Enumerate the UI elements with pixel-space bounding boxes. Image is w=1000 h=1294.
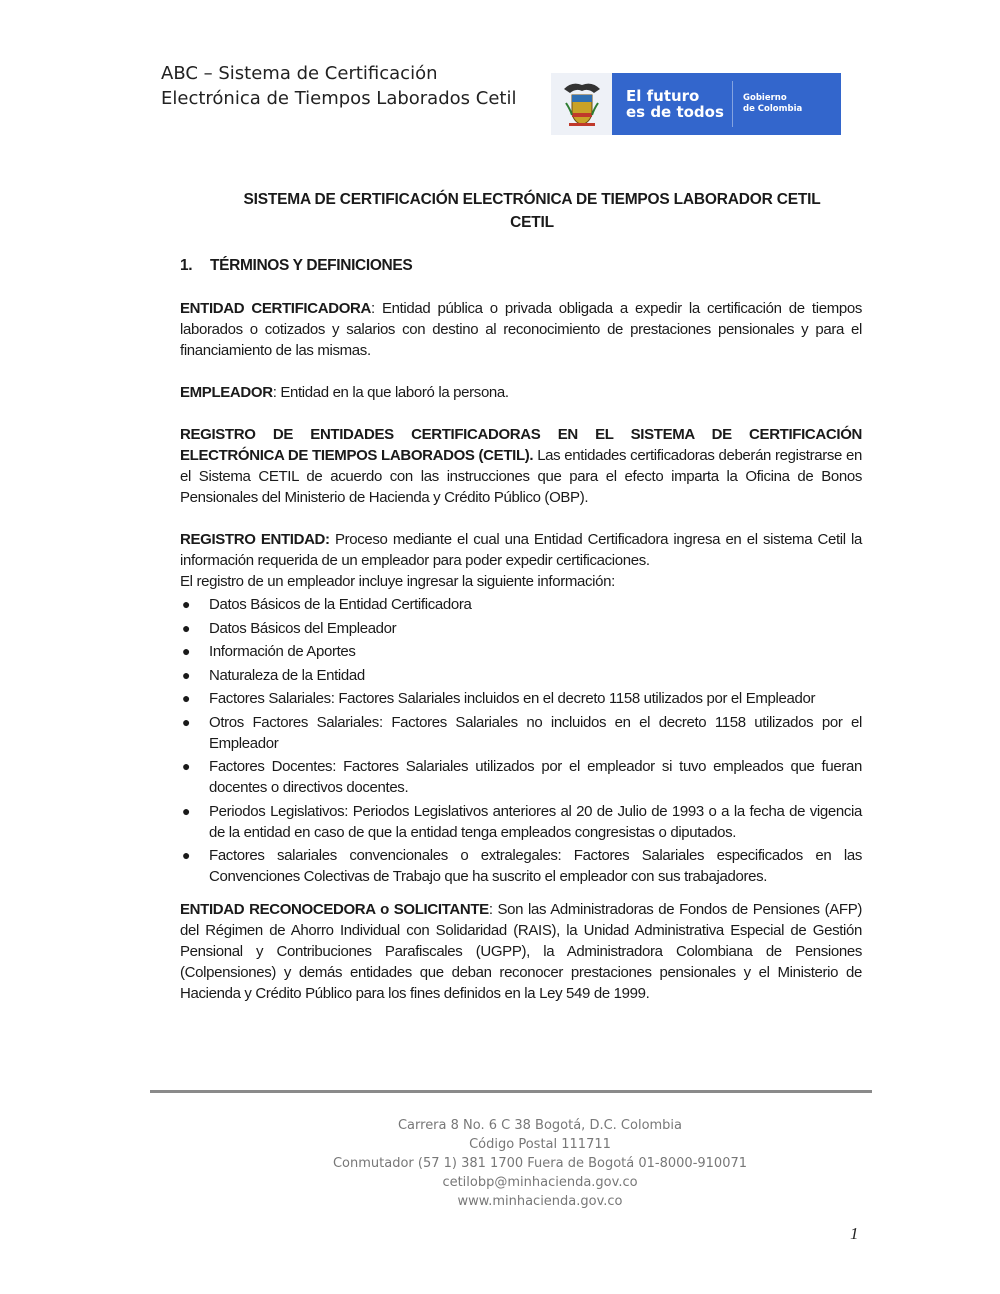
list-item xyxy=(180,641,862,662)
section-number: 1. xyxy=(180,257,193,274)
definition-text: : Entidad en la que laboró la persona. xyxy=(272,384,509,401)
definition-entidad-reconocedora xyxy=(180,899,862,1004)
registro-bullet-list xyxy=(180,594,862,887)
term: ENTIDAD CERTIFICADORA xyxy=(180,300,371,317)
definition-text: Las entidades certificadoras deberán registrarse en el Sistema CETIL de acuerdo con las instrucciones que para el efecto imparta la Oficina de Bonos Pensionales del Ministerio de Hacienda y Crédito Público (OBP). xyxy=(180,447,862,506)
list-item-text: Otros Factores Salariales: Factores Salariales no incluidos en el decreto 1158 utilizados por el Empleador xyxy=(209,713,862,752)
list-item xyxy=(180,756,862,798)
document-title-line2: CETIL xyxy=(510,214,554,231)
footer-website: www.minhacienda.gov.co xyxy=(457,1194,623,1209)
list-item-text: Factores Docentes: Factores Salariales utilizados por el empleador si tuvo empleados que fueran docentes o directivos docentes. xyxy=(209,758,862,796)
header-title xyxy=(161,61,541,111)
section-heading xyxy=(180,255,862,276)
bullet-icon: ● xyxy=(182,596,191,612)
definition-text: Proceso mediante el cual una Entidad Certificadora ingresa en el sistema Cetil la información requerida de un empleador para poder expedir certificaciones. xyxy=(180,531,862,569)
logo-separator xyxy=(732,81,733,127)
document-title-line1: SISTEMA DE CERTIFICACIÓN ELECTRÓNICA DE TIEMPOS LABORADOR CETIL xyxy=(243,191,821,208)
registro-intro: El registro de un empleador incluye ingresar la siguiente información: xyxy=(180,573,615,590)
list-item-text: Periodos Legislativos: Periodos Legislativos anteriores al 20 de Julio de 1993 o a la fecha de vigencia de la entidad en caso de que la entidad tenga empleados congresistas o diputados. xyxy=(209,802,862,841)
bullet-icon: ● xyxy=(182,847,191,863)
logo-government xyxy=(743,93,823,115)
header-title-line2: Electrónica de Tiempos Laborados Cetil xyxy=(161,88,517,109)
definition-text: : Entidad pública o privada obligada a expedir la certificación de tiempos laborados o cotizados y salarios con destino al reconocimiento de prestaciones pensionales y para el financiamiento de las mismas. xyxy=(180,300,862,359)
page-number: 1 xyxy=(850,1224,859,1243)
document-title xyxy=(162,188,902,234)
bullet-icon: ● xyxy=(182,643,191,659)
list-item xyxy=(180,665,862,686)
logo-gov-line1: Gobierno xyxy=(743,93,787,103)
footer-divider xyxy=(150,1090,872,1093)
term: REGISTRO ENTIDAD: xyxy=(180,531,330,548)
definition-entidad-certificadora xyxy=(180,298,862,361)
bullet-icon: ● xyxy=(182,713,191,730)
term: EMPLEADOR xyxy=(180,384,273,401)
bullet-icon: ● xyxy=(182,666,191,683)
definition-empleador xyxy=(180,382,862,403)
list-item xyxy=(180,712,862,754)
list-item-text: Factores Salariales: Factores Salariales incluidos en el decreto 1158 utilizados por el Empleador xyxy=(209,690,816,707)
logo-slogan-line1: El futuro xyxy=(626,87,700,105)
footer-address: Carrera 8 No. 6 C 38 Bogotá, D.C. Colombia xyxy=(397,1118,683,1133)
logo-slogan xyxy=(612,88,730,120)
header-title-line1: ABC – Sistema de Certificación xyxy=(161,63,438,84)
footer-postal-code: Código Postal 111711 xyxy=(469,1137,611,1152)
definition-text: : Son las Administradoras de Fondos de Pensiones (AFP) del Régimen de Ahorro Individual con Solidaridad (RAIS), la Unidad Administrativa Especial de Gestión Pensional y Contribuciones Parafiscales (UGPP), la Administradora Colombiana de Pensiones (Colpensiones) y demás entidades que deban reconocer prestaciones pensionales y el Ministerio de Hacienda y Crédito Público para los fines definidos en la Ley 549 de 1999. xyxy=(180,901,862,1002)
list-item xyxy=(180,801,862,843)
bullet-icon: ● xyxy=(182,802,191,819)
footer-email: cetilobp@minhacienda.gov.co xyxy=(442,1175,638,1190)
list-item xyxy=(180,688,862,709)
section-title: TÉRMINOS Y DEFINICIONES xyxy=(210,257,413,274)
logo-band xyxy=(612,73,841,135)
page-footer xyxy=(240,1116,840,1211)
list-item-text: Naturaleza de la Entidad xyxy=(209,666,365,684)
list-item-text: Datos Básicos de la Entidad Certificadora xyxy=(209,596,472,613)
list-item-text: Información de Aportes xyxy=(209,643,356,660)
definition-registro-entidades xyxy=(180,424,862,508)
government-logo xyxy=(551,73,841,135)
bullet-icon: ● xyxy=(182,690,191,706)
term: ENTIDAD RECONOCEDORA o SOLICITANTE xyxy=(180,901,489,918)
document-body xyxy=(180,255,862,1025)
list-item xyxy=(180,845,862,887)
term: REGISTRO DE ENTIDADES CERTIFICADORAS EN EL SISTEMA DE CERTIFICACIÓN ELECTRÓNICA DE TIEMPOS LABORADOS (CETIL). xyxy=(180,426,862,464)
list-item-text: Datos Básicos del Empleador xyxy=(209,619,397,637)
bullet-icon: ● xyxy=(182,619,191,636)
list-item-text: Factores salariales convencionales o extralegales: Factores Salariales especificados en las Convenciones Colectivas de Trabajo que ha suscrito el empleador con sus trabajadores. xyxy=(209,847,862,885)
colombia-coat-of-arms-icon xyxy=(551,73,612,135)
logo-gov-line2: de Colombia xyxy=(743,104,803,114)
definition-registro-entidad xyxy=(180,529,862,571)
list-item xyxy=(180,618,862,639)
logo-slogan-line2: es de todos xyxy=(626,103,724,121)
footer-phone: Conmutador (57 1) 381 1700 Fuera de Bogotá 01-8000-910071 xyxy=(332,1156,748,1171)
list-item xyxy=(180,594,862,615)
bullet-icon: ● xyxy=(182,758,191,774)
